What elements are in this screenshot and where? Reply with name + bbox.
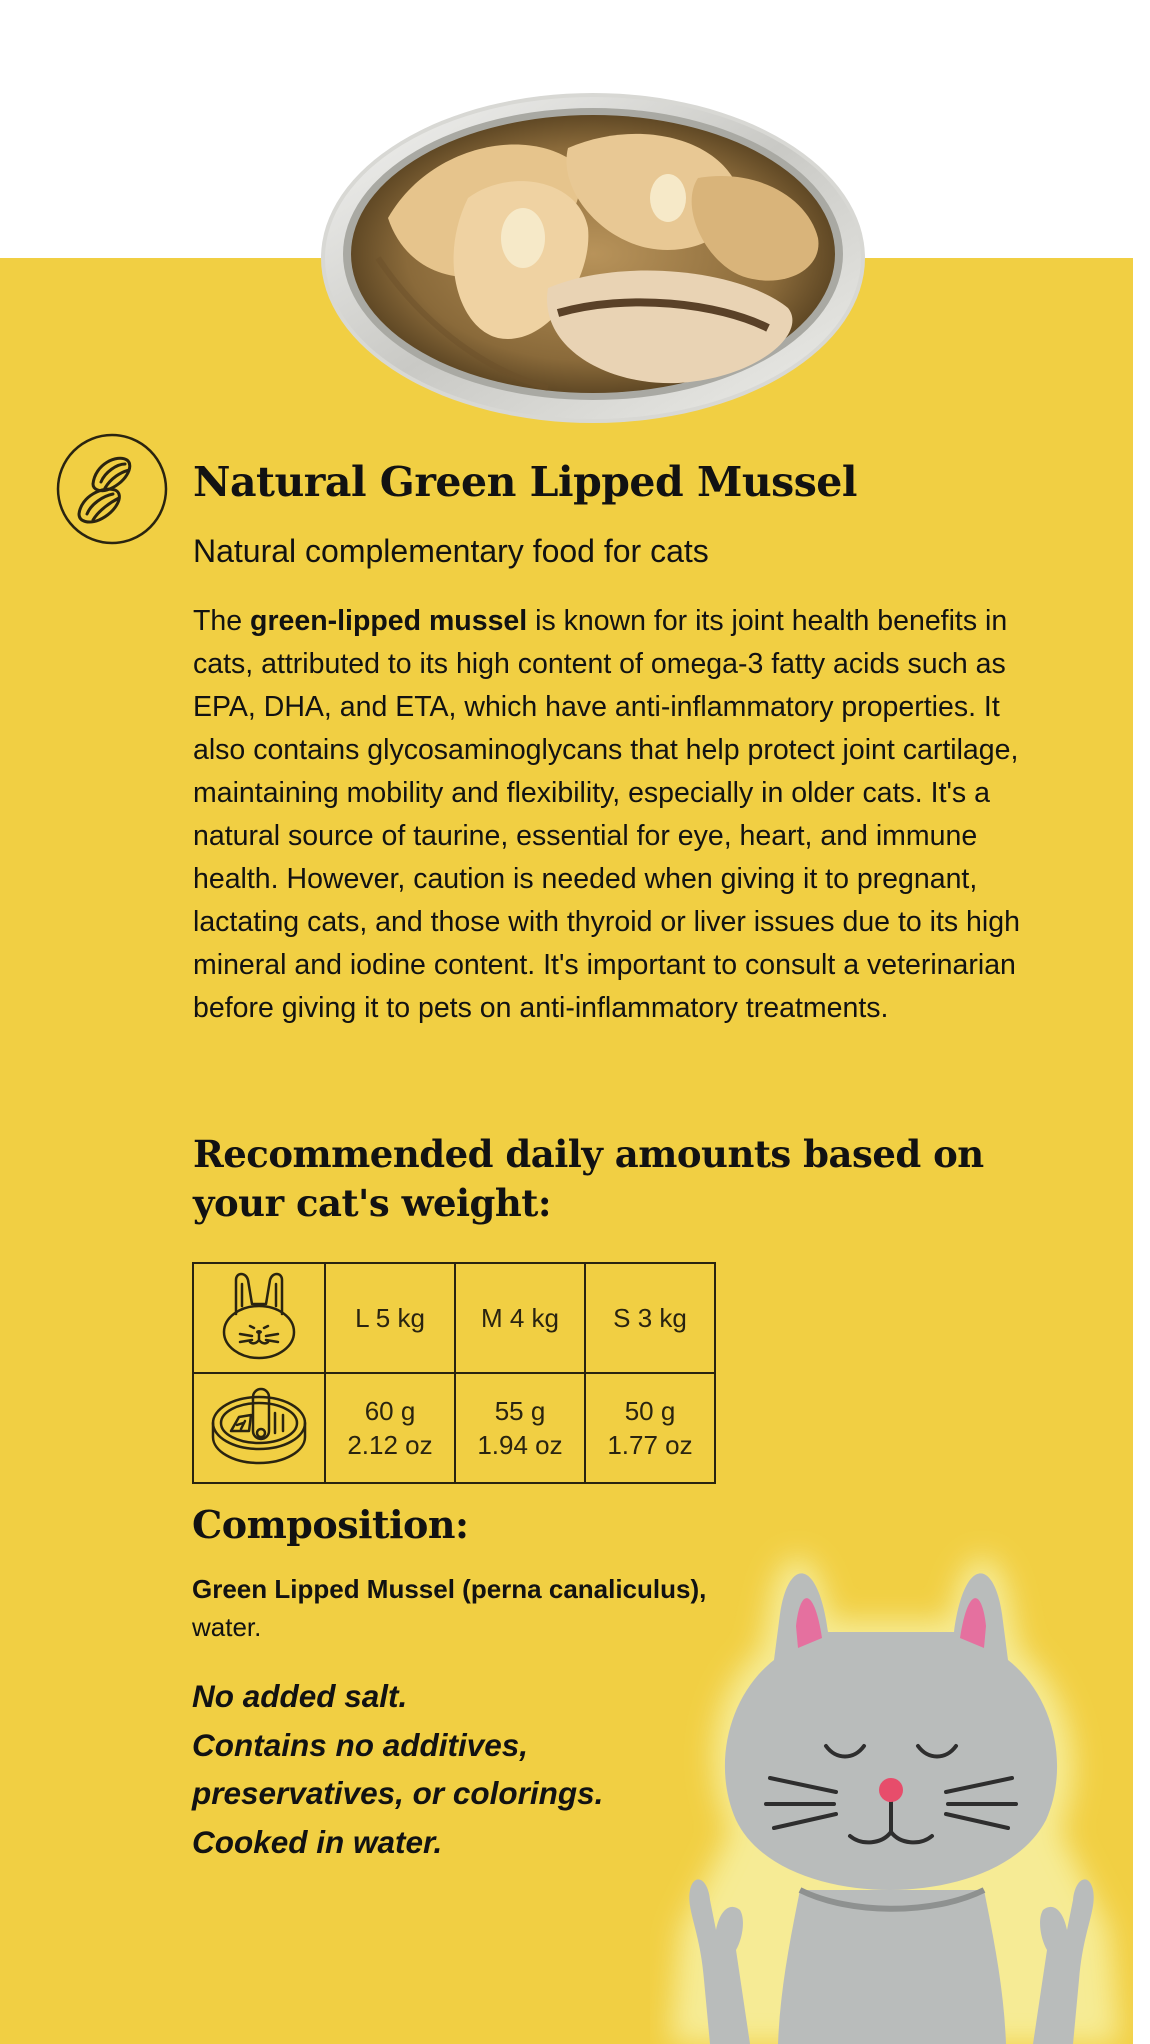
table-row [193, 1263, 715, 1373]
weight-small: S 3 kg [585, 1263, 715, 1373]
composition-title: Composition: [192, 1502, 469, 1547]
note-item: Contains no additives, [192, 1726, 529, 1763]
composition-ingredients: Green Lipped Mussel (perna canaliculus), [192, 1574, 707, 1604]
amount-grams: 60 g [364, 1396, 416, 1426]
meditating-cat-illustration [650, 1510, 1133, 2044]
amount-ounces: 1.94 oz [477, 1430, 563, 1460]
note-item: preservatives, or colorings. [192, 1775, 604, 1811]
mussel-shell-icon [55, 432, 169, 546]
description-intro: The [193, 605, 251, 637]
composition-rest: water. [192, 1612, 262, 1642]
amount-ounces: 2.12 oz [347, 1430, 433, 1460]
amount-grams: 50 g [624, 1396, 676, 1426]
page-subtitle: Natural complementary food for cats [193, 533, 709, 569]
description-paragraph [193, 600, 1043, 1030]
mussel-can-image [318, 88, 868, 428]
page-title: Natural Green Lipped Mussel [193, 458, 857, 506]
table-cell [193, 1373, 325, 1483]
note-item: Cooked in water. [192, 1823, 443, 1860]
amount-ounces: 1.77 oz [607, 1430, 693, 1460]
description-body: is known for its joint health benefits in cats, attributed to its high content of omega-3 fatty acids such as EPA, DHA, and ETA, which have anti-inflammatory properties. It also contains glycosaminoglycans that help protect joint cartilage, maintaining mobility and flexibility, especially in older cats. It's a natural source of taurine, essential for eye, heart, and immune health. However, caution is needed when giving it to pregnant, lactating cats, and those with thyroid or liver issues due to its high mineral and iodine content. It's important to consult a veterinarian before giving it to pets on anti-inflammatory treatments. [193, 605, 1020, 1024]
amount-medium [455, 1373, 585, 1483]
food-can-icon [207, 1379, 311, 1469]
table-row [193, 1373, 715, 1483]
weight-large: L 5 kg [325, 1263, 455, 1373]
cat-head-icon [214, 1266, 304, 1362]
weight-medium: M 4 kg [455, 1263, 585, 1373]
note-item: No added salt. [192, 1678, 408, 1714]
daily-amount-table [192, 1262, 716, 1484]
description-highlight: green-lipped mussel [250, 605, 528, 637]
recommended-amounts-title: Recommended daily amounts based on your cat's weight: [193, 1132, 984, 1225]
amount-large [325, 1373, 455, 1483]
amount-grams: 55 g [494, 1396, 546, 1426]
amount-small [585, 1373, 715, 1483]
table-cell [193, 1263, 325, 1373]
